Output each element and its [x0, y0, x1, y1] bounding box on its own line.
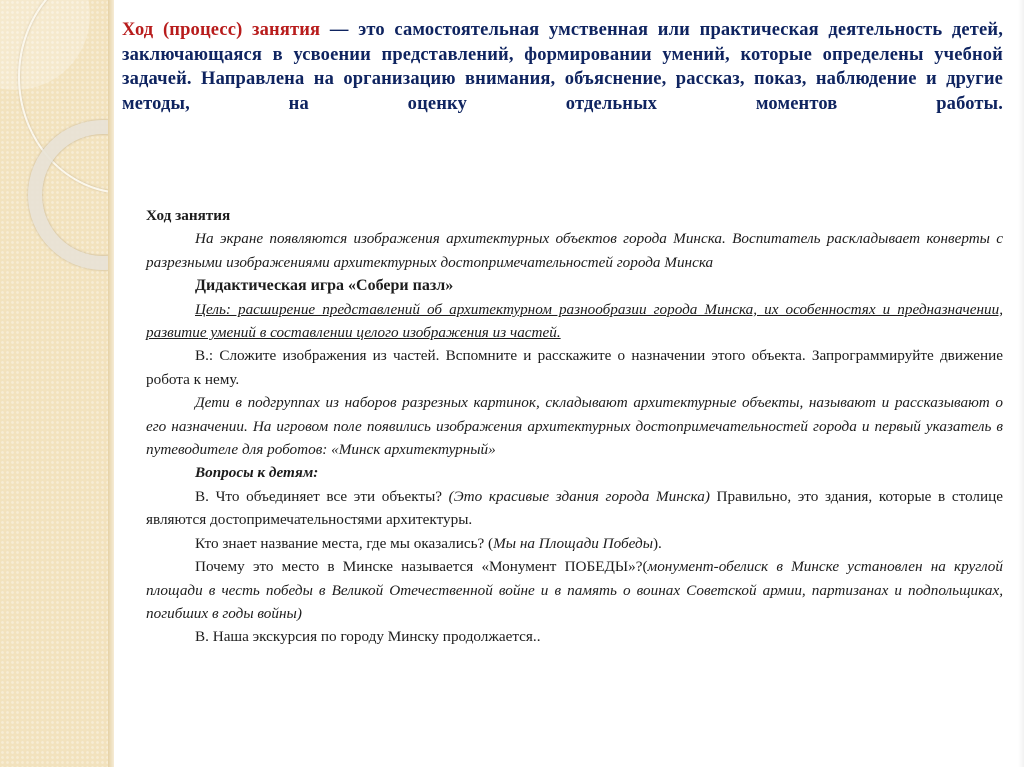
question-3	[146, 555, 1003, 625]
game-title: Дидактическая игра «Собери пазл»	[195, 277, 454, 295]
lesson-body	[146, 204, 1003, 649]
sidebar-edge	[108, 0, 114, 767]
question-3-text: Почему это место в Минске называется «Монумент ПОБЕДЫ»?(	[195, 558, 648, 576]
question-1-rest: Правильно, это здания, которые в столице являются достопримечательностями архитектуры.	[146, 487, 1003, 529]
children-activity: Дети в подгруппах из наборов разрезных картинок, складывают архитектурные объекты, называют и рассказывают о его назначении. На игровом поле появились изображения архитектурных достопримечательностей города и первый указатель в путеводителе для роботов: «Минск архитектурный»	[146, 394, 1003, 459]
question-2-text: Кто знает название места, где мы оказались? (	[195, 534, 494, 552]
questions-title: Вопросы к детям:	[195, 464, 319, 482]
question-2-end: ).	[652, 534, 662, 552]
right-edge-shadow	[1018, 0, 1024, 767]
intro-paragraph: На экране появляются изображения архитектурных объектов города Минска. Воспитатель раскладывает конверты с разрезными изображениями архитектурных достопримечательностей города Минска	[146, 230, 1003, 271]
definition-term: Ход (процесс) занятия	[122, 20, 321, 40]
closing-line: В. Наша экскурсия по городу Минску продолжается..	[195, 628, 541, 646]
lesson-heading: Ход занятия	[146, 207, 231, 224]
teacher-instruction: В.: Сложите изображения из частей. Вспомните и расскажите о назначении этого объекта. Запрограммируйте движение робота к нему.	[146, 347, 1003, 388]
question-1-answer: (Это красивые здания города Минска)	[448, 487, 710, 505]
slide-intro-definition	[122, 18, 1003, 116]
question-3-answer: монумент-обелиск в Минске установлен на круглой площади в честь победы в Великой Отечественной войне и в память о воинах Советской армии, партизанах и подпольщиках, погибших в годы войны)	[146, 558, 1003, 622]
definition-text: — это самостоятельная умственная или практическая деятельность детей, заключающаяся в усвоении представлений, формировании умений, которые определены учебной задачей. Направлена на организацию внимания, объяснение, рассказ, показ, наблюдение и другие методы, на оценку отдельных моментов работы.	[122, 20, 1003, 114]
question-1	[146, 485, 1003, 532]
question-1-text: В. Что объединяет все эти объекты?	[195, 487, 449, 505]
question-2-answer: Мы на Площади Победы	[493, 534, 653, 552]
game-goal: Цель: расширение представлений об архитектурном разнообразии города Минска, их особенностях и предназначении, развитие умений в составлении целого изображения из частей.	[146, 300, 1003, 342]
decorative-sidebar	[0, 0, 112, 767]
question-2	[146, 532, 1003, 555]
